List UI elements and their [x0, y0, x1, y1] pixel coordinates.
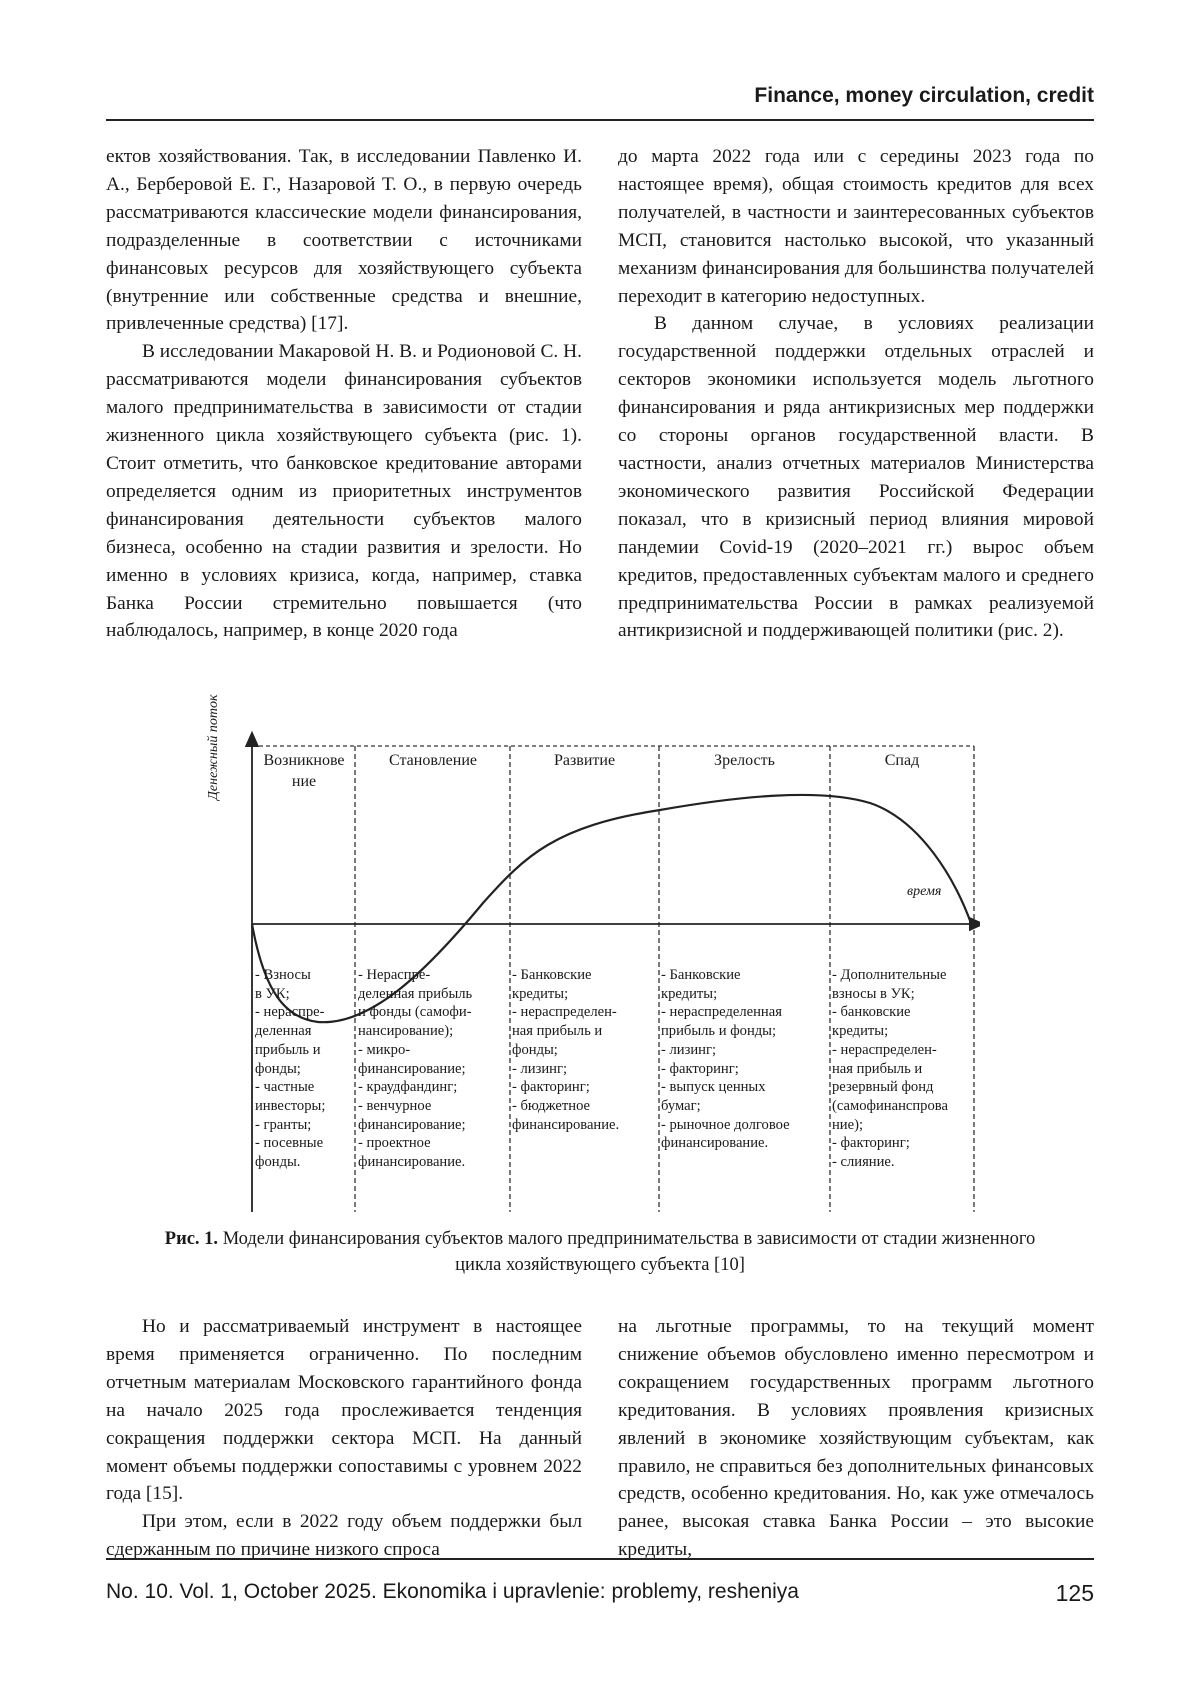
y-axis-label: Денежный поток [206, 694, 221, 800]
paragraph: В данном случае, в условиях реализации государственной поддержки отдельных отраслей и секторов экономики используется модель льготного финансирования и ряда антикризисных мер поддержки со стороны органов государственной власти. В частности, анализ отчетных материалов Министерства экономического развития Российской Федерации показал, что в кризисный период влияния мировой пандемии Covid-19 (2020–2021 гг.) вырос объем кредитов, предоставленных субъектам малого и среднего предпринимательства России в рамках реализуемой антикризисной и поддерживающей политики (рис. 2). [618, 313, 1094, 642]
stage-sources-box: - Нераспре- деленная прибыль и фонды (самофи- нансирование); - микро- финансирование; - краудфандинг; - венчурное финансирование; - проектное финансирование. [358, 967, 473, 1171]
left-column-bottom [106, 1313, 582, 1564]
paragraph: до марта 2022 года или с середины 2023 года по настоящее время), общая стоимость кредитов для всех получателей, в частности и заинтересованных субъектов МСП, становится настолько высокой, что указанный механизм финансирования для большинства получателей переходит в категорию недоступных. [618, 146, 1094, 307]
paragraph: Но и рассматриваемый инструмент в настоящее время применяется ограниченно. По последним отчетным материалам Московского гарантийного фонда на начало 2025 года прослеживается тенденция сокращения поддержки сектора МСП. На данный момент объемы поддержки сопоставимы с уровнем 2022 года [15]. [106, 1316, 582, 1505]
left-column-top [106, 143, 582, 645]
page-number: 125 [1055, 1580, 1094, 1606]
stage-label: Становление [389, 752, 477, 769]
footer-rule [106, 1558, 1094, 1560]
paragraph: на льготные программы, то на текущий момент снижение объемов обусловлено именно пересмотром и сокращением государственных программ льготного кредитования. В условиях проявления кризисных явлений в экономике хозяйствующим субъектам, как правило, не справиться без дополнительных финансовых средств, особенно кредитования. Но, как уже отмечалось ранее, высокая ставка Банка России – это высокие кредиты, [618, 1316, 1094, 1561]
journal-info: No. 10. Vol. 1, October 2025. Ekonomika i upravlenie: problemy, resheniya [106, 1580, 799, 1603]
paragraph: ектов хозяйствования. Так, в исследовании Павленко И. А., Берберовой Е. Г., Назаровой Т. О., в первую очередь рассматриваются классические модели финансирования, подразделенные в соответствии с источниками финансовых ресурсов для хозяйствующего субъекта (внутренние или собственные средства и внешние, привлеченные средства) [17]. [106, 146, 582, 335]
right-column-top [618, 143, 1094, 645]
stage-sources-box: - Дополнительные взносы в УК; - банковские кредиты; - нераспределен- ная прибыль и резервный фонд (самофинанспрова ние); - факторинг; - слияние. [832, 967, 948, 1171]
stage-label: Зрелость [714, 752, 775, 769]
stage-label: Развитие [553, 752, 616, 769]
stage-sources-box: - Банковские кредиты; - нераспределен- ная прибыль и фонды; - лизинг; - факторинг; - бюджетное финансирование. [512, 967, 620, 1133]
stage-label: Возникнове ние [263, 752, 345, 790]
x-axis-label: время [907, 884, 942, 899]
paragraph: При этом, если в 2022 году объем поддержки был сдержанным по причине низкого спроса [106, 1511, 582, 1561]
caption-text: Модели финансирования субъектов малого предпринимательства в зависимости от стадии жизненного цикла хозяйствующего субъекта [10] [222, 1229, 1036, 1275]
stage-sources-box: - Банковские кредиты; - нераспределенная прибыль и фонды; - лизинг; - факторинг; - выпуск ценных бумаг; - рыночное долговое финансирование. [661, 967, 790, 1152]
stage-sources-box: - Взносы в УК; - нераспре- деленная прибыль и фонды; - частные инвесторы; - гранты; - посевные фонды. [255, 967, 326, 1171]
page-footer [106, 1580, 1094, 1604]
header-rule [106, 119, 1094, 121]
paragraph: В исследовании Макаровой Н. В. и Родионовой С. Н. рассматриваются модели финансирования субъектов малого предпринимательства в зависимости от стадии жизненного цикла хозяйствующего субъекта (рис. 1). Стоит отметить, что банковское кредитование авторами определяется одним из приоритетных инструментов финансирования деятельности субъектов малого бизнеса, особенно на стадии развития и зрелости. Но именно в условиях кризиса, когда, например, ставка Банка России стремительно повышается (что наблюдалось, например, в конце 2020 года [106, 341, 582, 642]
right-column-bottom [618, 1313, 1094, 1564]
stage-label: Спад [884, 752, 920, 769]
running-header: Finance, money circulation, credit [754, 84, 1094, 107]
figure-caption [150, 1226, 1050, 1278]
caption-label: Рис. 1. [164, 1229, 219, 1249]
